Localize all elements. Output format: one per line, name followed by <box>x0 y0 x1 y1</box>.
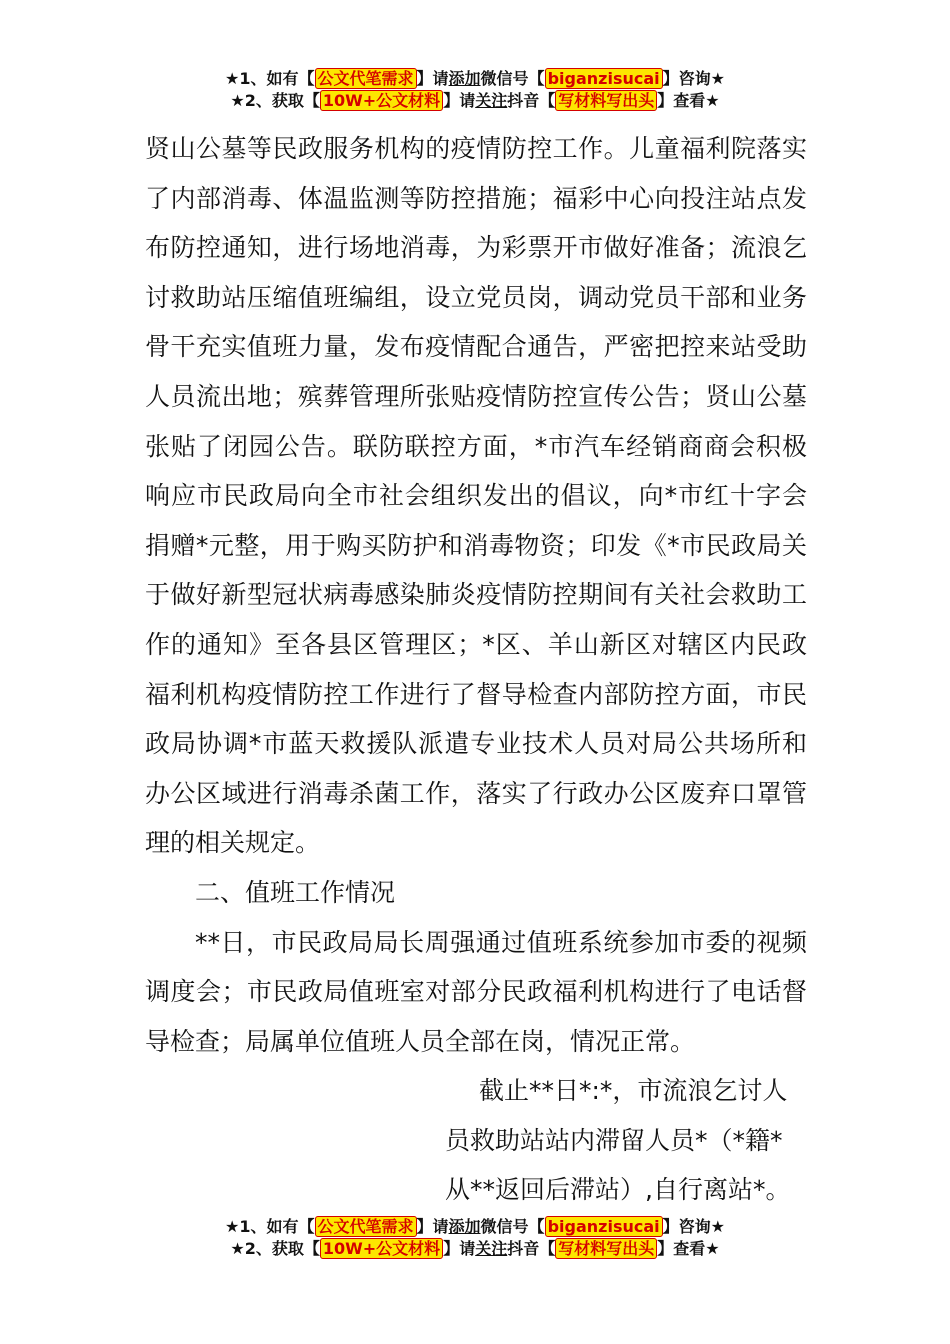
banner-text: ★1、如有【 <box>225 1217 315 1236</box>
highlight-tag: biganzisucai <box>545 68 663 89</box>
banner-line-1 <box>0 68 950 90</box>
banner-text: 】请 <box>416 1217 449 1236</box>
underlined-text: 添加 <box>448 69 481 88</box>
footer-banner <box>0 1216 950 1260</box>
banner-text: 】咨询★ <box>662 69 725 88</box>
highlight-tag: 10W+公文材料 <box>320 90 443 111</box>
banner-text: ★1、如有【 <box>225 69 315 88</box>
underlined-text: 关注 <box>475 91 508 110</box>
banner-line-2 <box>0 1238 950 1260</box>
document-body <box>145 124 807 1215</box>
banner-text: ★2、获取【 <box>230 91 320 110</box>
banner-text: 微信号【 <box>480 1217 545 1236</box>
highlight-tag: 写材料写出头 <box>555 90 657 111</box>
banner-text: 】请 <box>416 69 449 88</box>
highlight-tag: 10W+公文材料 <box>320 1238 443 1259</box>
banner-line-2 <box>0 90 950 112</box>
banner-text: 】咨询★ <box>662 1217 725 1236</box>
banner-text: ★2、获取【 <box>230 1239 320 1258</box>
banner-text: 微信号【 <box>480 69 545 88</box>
body-paragraph: **日，市民政局局长周强通过值班系统参加市委的视频调度会；市民政局值班室对部分民政福利机构进行了电话督导检查；局属单位值班人员全部在岗，情况正常。 <box>145 927 807 1056</box>
banner-text: 】请 <box>443 1239 476 1258</box>
underlined-text: 关注 <box>475 1239 508 1258</box>
banner-text: 】请 <box>443 91 476 110</box>
body-line: 截止**日*:*，市流浪乞讨人 <box>479 1076 788 1106</box>
banner-text: 抖音【 <box>507 91 556 110</box>
right-aligned-block <box>445 1066 807 1215</box>
highlight-tag: 写材料写出头 <box>555 1238 657 1259</box>
header-banner <box>0 68 950 112</box>
highlight-tag: 公文代笔需求 <box>315 1216 417 1237</box>
banner-text: 】查看★ <box>657 91 720 110</box>
highlight-tag: 公文代笔需求 <box>315 68 417 89</box>
body-paragraph: 贤山公墓等民政服务机构的疫情防控工作。儿童福利院落实了内部消毒、体温监测等防控措施；福彩中心向投注站点发布防控通知，进行场地消毒，为彩票开市做好准备；流浪乞讨救助站压缩值班编组，设立党员岗，调动党员干部和业务骨干充实值班力量，发布疫情配合通告，严密把控来站受助人员流出地；殡葬管理所张贴疫情防控宣传公告；贤山公墓张贴了闭园公告。联防联控方面，*市汽车经销商商会积极响应市民政局向全市社会组织发出的倡议，向*市红十字会捐赠*元整，用于购买防护和消毒物资；印发《*市民政局关于做好新型冠状病毒感染肺炎疫情防控期间有关社会救助工作的通知》至各县区管理区；*区、羊山新区对辖区内民政福利机构疫情防控工作进行了督导检查内部防控方面，市民政局协调*市蓝天救援队派遣专业技术人员对局公共场所和办公区域进行消毒杀菌工作，落实了行政办公区废弃口罩管理的相关规定。 <box>145 134 807 858</box>
body-line: 员救助站站内滞留人员*（*籍* <box>445 1125 783 1155</box>
banner-line-1 <box>0 1216 950 1238</box>
body-line: 从**返回后滞站）,自行离站*。 <box>445 1175 791 1205</box>
highlight-tag: biganzisucai <box>545 1216 663 1237</box>
section-heading: 二、值班工作情况 <box>195 877 396 907</box>
banner-text: 】查看★ <box>657 1239 720 1258</box>
banner-text: 抖音【 <box>507 1239 556 1258</box>
underlined-text: 添加 <box>448 1217 481 1236</box>
